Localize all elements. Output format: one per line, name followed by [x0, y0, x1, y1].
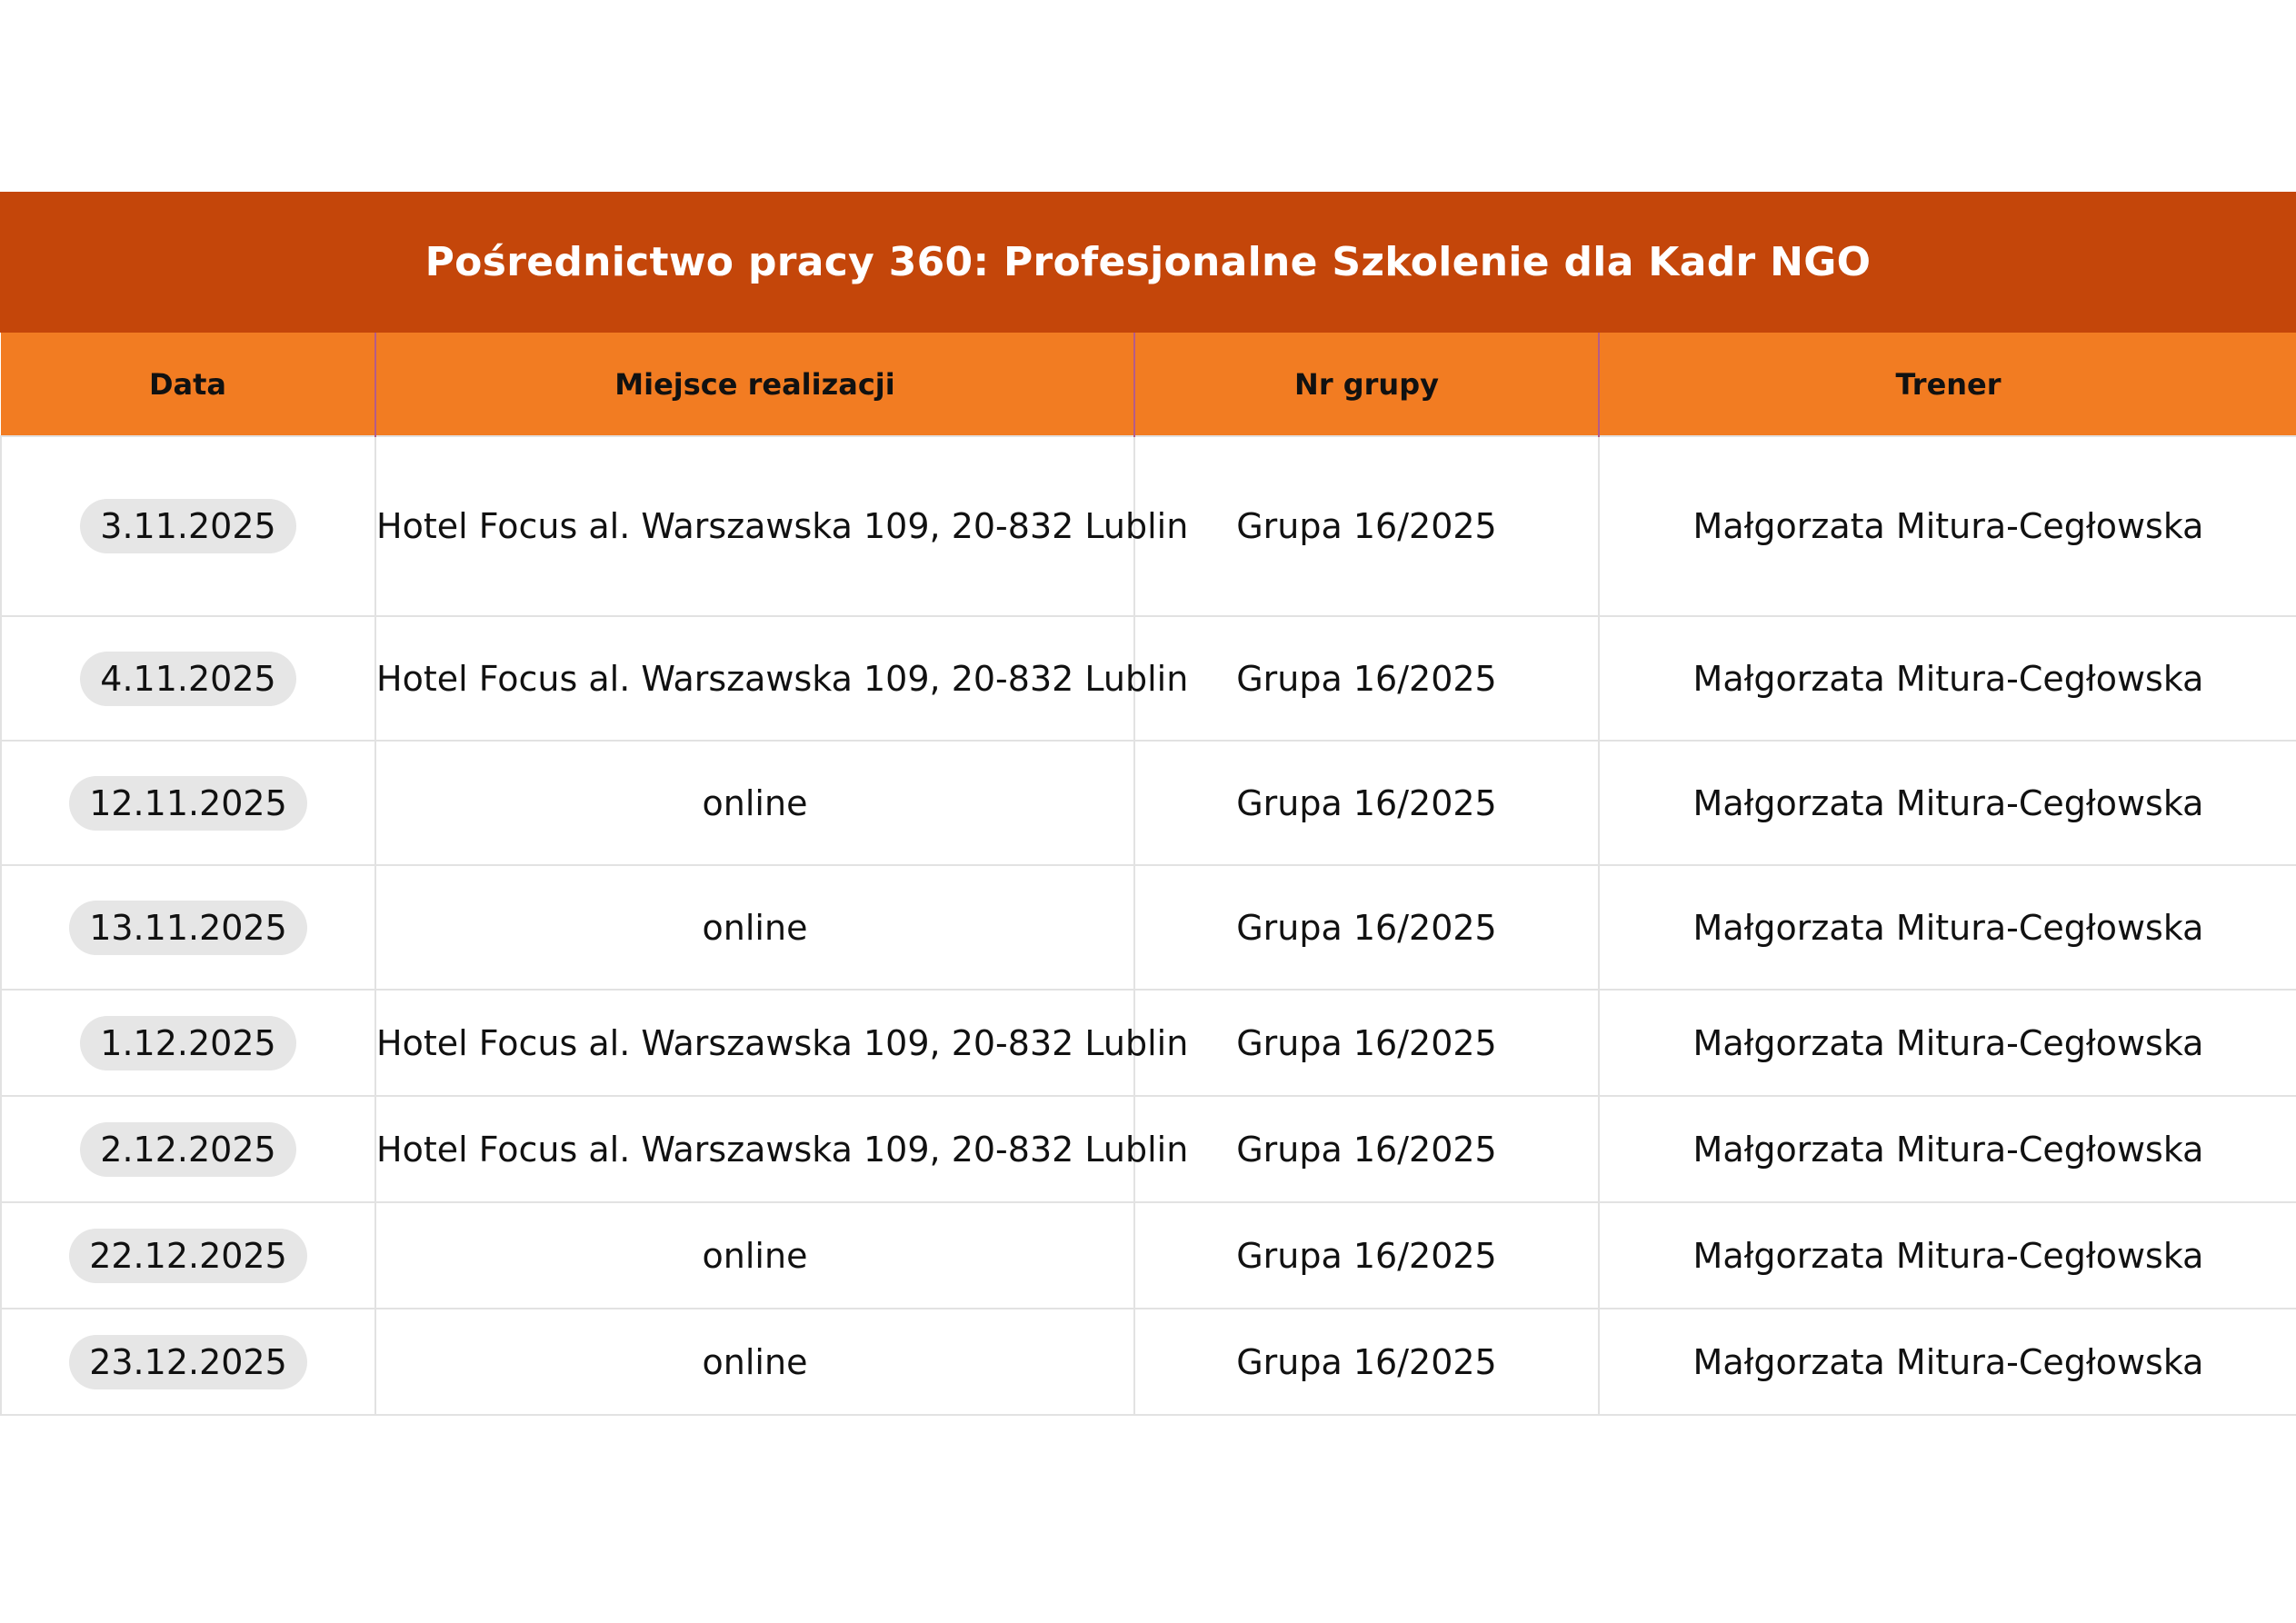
- group-cell: Grupa 16/2025: [1134, 1202, 1599, 1309]
- date-badge: 3.11.2025: [80, 499, 295, 553]
- place-cell: online: [375, 1309, 1134, 1415]
- table-title: Pośrednictwo pracy 360: Profesjonalne Szkolenie dla Kadr NGO: [0, 192, 2296, 333]
- table-row: [1, 1309, 2296, 1415]
- place-cell: Hotel Focus al. Warszawska 109, 20-832 Lublin: [375, 616, 1134, 741]
- place-cell: Hotel Focus al. Warszawska 109, 20-832 Lublin: [375, 990, 1134, 1096]
- trainer-cell: Małgorzata Mitura-Cegłowska: [1599, 865, 2296, 990]
- date-badge: 22.12.2025: [69, 1229, 307, 1283]
- trainer-cell: Małgorzata Mitura-Cegłowska: [1599, 436, 2296, 616]
- date-cell: [1, 1096, 375, 1202]
- date-badge: 12.11.2025: [69, 776, 307, 831]
- trainer-cell: Małgorzata Mitura-Cegłowska: [1599, 1096, 2296, 1202]
- trainer-cell: Małgorzata Mitura-Cegłowska: [1599, 616, 2296, 741]
- table-row: [1, 741, 2296, 865]
- column-header-date: Data: [1, 333, 375, 436]
- column-header-trainer: Trener: [1599, 333, 2296, 436]
- table-row: [1, 616, 2296, 741]
- date-badge: 13.11.2025: [69, 901, 307, 955]
- place-cell: online: [375, 1202, 1134, 1309]
- group-cell: Grupa 16/2025: [1134, 741, 1599, 865]
- date-cell: [1, 741, 375, 865]
- date-badge: 1.12.2025: [80, 1016, 295, 1070]
- trainer-cell: Małgorzata Mitura-Cegłowska: [1599, 1202, 2296, 1309]
- place-cell: online: [375, 865, 1134, 990]
- date-cell: [1, 436, 375, 616]
- date-badge: 2.12.2025: [80, 1122, 295, 1177]
- table-row: [1, 1096, 2296, 1202]
- column-header-place: Miejsce realizacji: [375, 333, 1134, 436]
- group-cell: Grupa 16/2025: [1134, 1096, 1599, 1202]
- trainer-cell: Małgorzata Mitura-Cegłowska: [1599, 990, 2296, 1096]
- group-cell: Grupa 16/2025: [1134, 1309, 1599, 1415]
- group-cell: Grupa 16/2025: [1134, 616, 1599, 741]
- table-row: [1, 865, 2296, 990]
- column-header-group: Nr grupy: [1134, 333, 1599, 436]
- group-cell: Grupa 16/2025: [1134, 436, 1599, 616]
- table-row: [1, 990, 2296, 1096]
- schedule-sheet: [0, 192, 2296, 1416]
- date-cell: [1, 1309, 375, 1415]
- trainer-cell: Małgorzata Mitura-Cegłowska: [1599, 741, 2296, 865]
- date-cell: [1, 616, 375, 741]
- date-badge: 23.12.2025: [69, 1335, 307, 1389]
- table-row: [1, 436, 2296, 616]
- place-cell: online: [375, 741, 1134, 865]
- date-cell: [1, 865, 375, 990]
- table-row: [1, 1202, 2296, 1309]
- date-cell: [1, 990, 375, 1096]
- header-row: [1, 333, 2296, 436]
- trainer-cell: Małgorzata Mitura-Cegłowska: [1599, 1309, 2296, 1415]
- schedule-table: [0, 333, 2296, 1416]
- group-cell: Grupa 16/2025: [1134, 865, 1599, 990]
- date-cell: [1, 1202, 375, 1309]
- place-cell: Hotel Focus al. Warszawska 109, 20-832 Lublin: [375, 1096, 1134, 1202]
- date-badge: 4.11.2025: [80, 652, 295, 706]
- place-cell: Hotel Focus al. Warszawska 109, 20-832 Lublin: [375, 436, 1134, 616]
- group-cell: Grupa 16/2025: [1134, 990, 1599, 1096]
